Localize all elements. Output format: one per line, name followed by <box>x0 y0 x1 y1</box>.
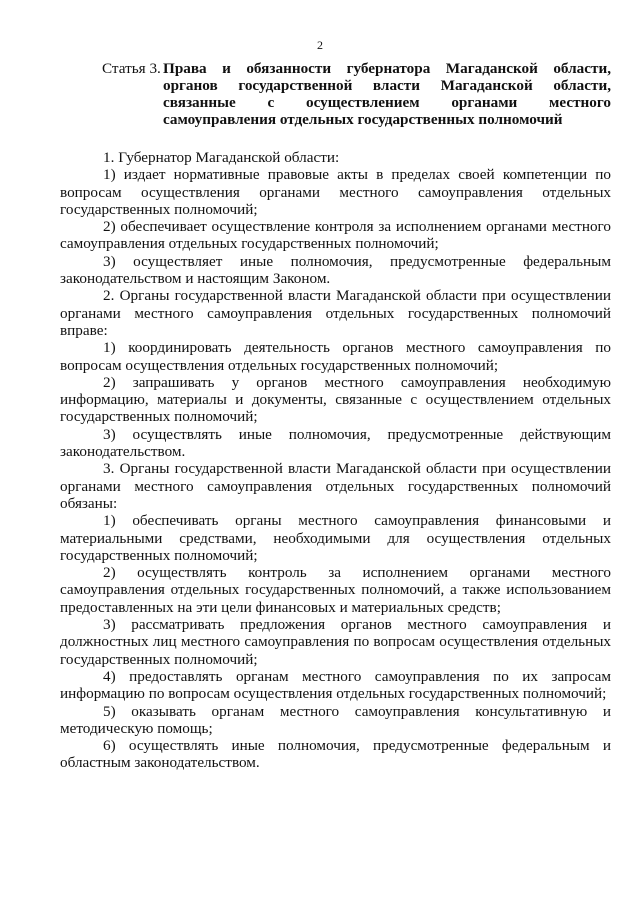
paragraph-1-3: 3) осуществляет иные полномочия, предусмотренные федеральным законодательством и настоящим Законом. <box>60 252 611 288</box>
paragraph-1: 1. Губернатор Магаданской области: <box>103 149 340 166</box>
paragraph-3-3: 3) рассматривать предложения органов местного самоуправления и должностных лиц местного самоуправления по вопросам осуществления отдельных государственных полномочий; <box>60 616 611 668</box>
paragraph-2-2: 2) запрашивать у органов местного самоуправления необходимую информацию, материалы и документы, связанные с осуществлением отдельных государственных полномочий; <box>60 373 611 426</box>
article-number: Статья 3. <box>102 60 161 77</box>
paragraph-3-1: 1) обеспечивать органы местного самоуправления финансовыми и материальными средствами, необходимыми для осуществления отдельных государственных полномочий; <box>60 512 611 564</box>
paragraph-3-4: 4) предоставлять органам местного самоуправления по их запросам информацию по вопросам осуществления отдельных государственных полномочий; <box>60 667 611 703</box>
paragraph-3-2: 2) осуществлять контроль за исполнением органами местного самоуправления отдельных государственных полномочий, а также использованием предоставленных на эти цели финансовых и материальных средств; <box>60 564 611 616</box>
paragraph-2-1: 1) координировать деятельность органов местного самоуправления по вопросам осуществления отдельных государственных полномочий; <box>60 339 611 374</box>
page-number: 2 <box>317 38 323 52</box>
paragraph-1-2: 2) обеспечивает осуществление контроля за исполнением органами местного самоуправления отдельных государственных полномочий; <box>60 218 611 253</box>
article-body <box>60 149 611 772</box>
paragraph-2-3: 3) осуществлять иные полномочия, предусмотренные действующим законодательством. <box>60 425 611 461</box>
paragraph-2: 2. Органы государственной власти Магаданской области при осуществлении органами местного самоуправления отдельных государственных полномочий вправе: <box>60 287 611 339</box>
paragraph-3-5: 5) оказывать органам местного самоуправления консультативную и методическую помощь; <box>60 702 611 737</box>
article-heading <box>60 60 611 128</box>
paragraph-3: 3. Органы государственной власти Магаданской области при осуществлении органами местного самоуправления отдельных государственных полномочий обязаны: <box>60 460 611 512</box>
article-title: Права и обязанности губернатора Магаданской области, органов государственной власти Магаданской области, связанные с осуществлением органами местного самоуправления отдельных государственных полномочий <box>163 60 611 128</box>
paragraph-3-6: 6) осуществлять иные полномочия, предусмотренные федеральным и областным законодательством. <box>60 737 611 772</box>
paragraph-1-1: 1) издает нормативные правовые акты в пределах своей компетенции по вопросам осуществления органами местного самоуправления отдельных государственных полномочий; <box>60 166 611 218</box>
